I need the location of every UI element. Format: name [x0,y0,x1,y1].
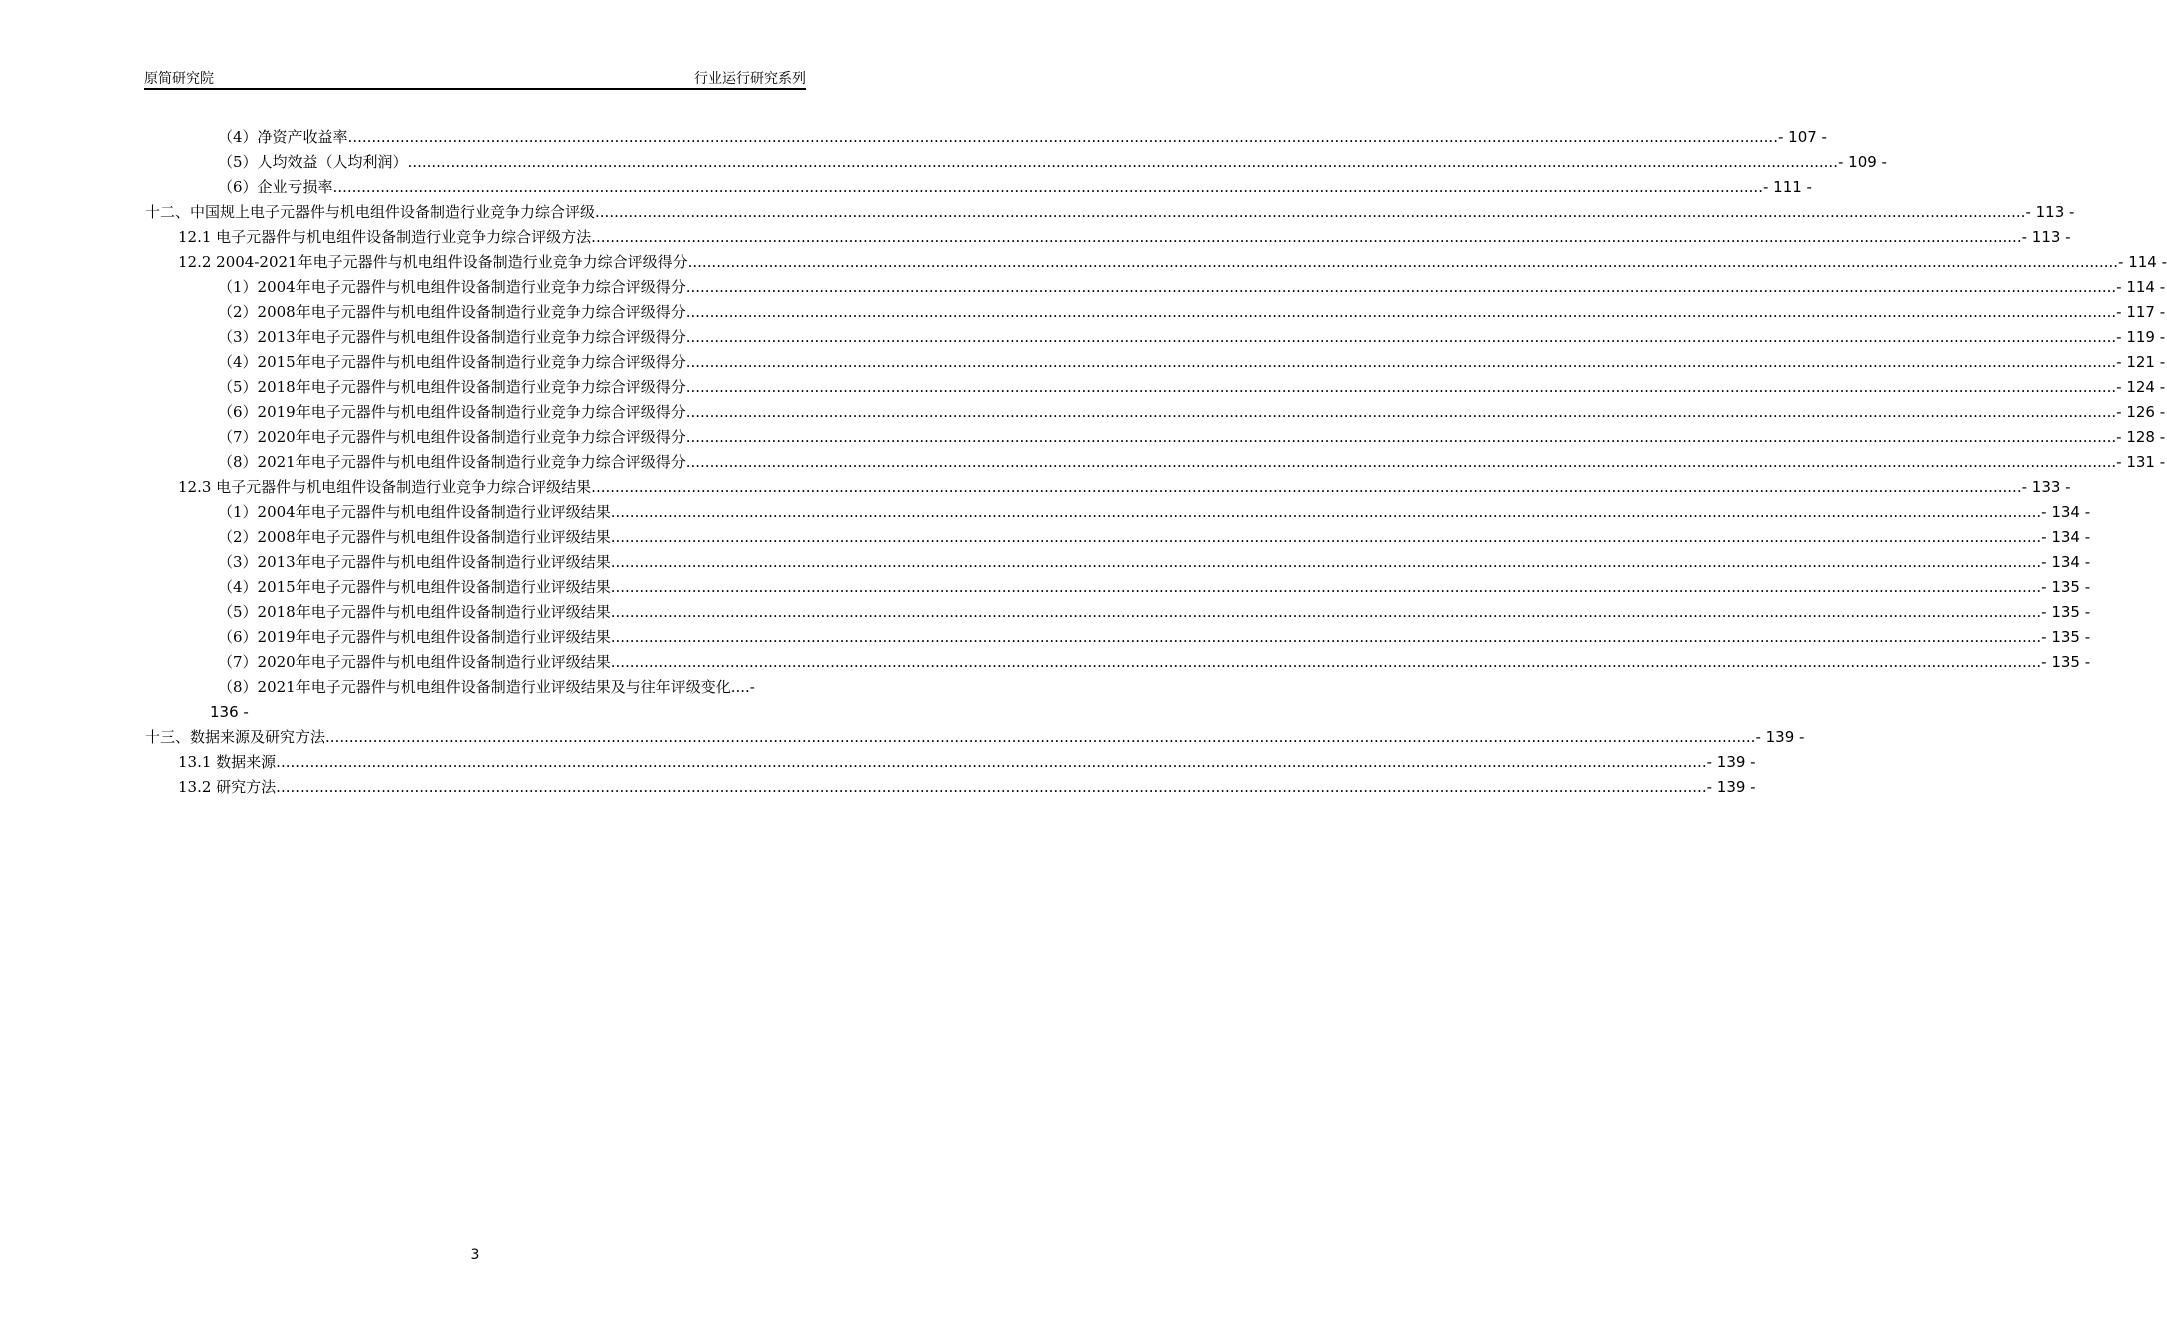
toc-entry-page: - 133 - [2021,478,2071,496]
dot-leader: ............................................................................................................................................................................................................................................................................................................ [610,578,2042,596]
toc-entry-title: （5）2018年电子元器件与机电组件设备制造行业评级结果 [218,603,611,621]
toc-entry[interactable] [145,250,2167,275]
toc-entry[interactable] [145,750,1756,775]
toc-entry-title: （2）2008年电子元器件与机电组件设备制造行业竞争力综合评级得分 [218,303,686,321]
toc-entry-title: （6）2019年电子元器件与机电组件设备制造行业竞争力综合评级得分 [218,403,686,421]
toc-entry[interactable] [145,775,1756,800]
toc-entry-title: （7）2020年电子元器件与机电组件设备制造行业评级结果 [218,653,611,671]
toc-entry-title: 13.2 研究方法 [178,778,277,796]
dot-leader: ............................................................................................................................................................................................................................................................................................................ [407,153,1838,171]
toc-entry[interactable] [145,350,2166,375]
toc-entry[interactable] [145,575,2091,600]
toc-entry-title: 十二、中国规上电子元器件与机电组件设备制造行业竞争力综合评级 [145,203,596,221]
dot-leader: ............................................................................................................................................................................................................................................................................................................ [685,428,2117,446]
toc-entry[interactable] [145,650,2091,675]
toc-entry-page: - 117 - [2116,303,2166,321]
dot-leader: ............................................................................................................................................................................................................................................................................................................ [610,528,2042,546]
toc-entry-title: （1）2004年电子元器件与机电组件设备制造行业评级结果 [218,503,611,521]
dot-leader: ............................................................................................................................................................................................................................................................................................................ [685,378,2117,396]
toc-entry[interactable] [145,275,2166,300]
toc-entry-page: - 128 - [2116,428,2166,446]
toc-entry-page: - 135 - [2041,653,2091,671]
toc-entry[interactable] [145,400,2166,425]
toc-entry[interactable] [145,325,2166,350]
toc-entry-title: （1）2004年电子元器件与机电组件设备制造行业竞争力综合评级得分 [218,278,686,296]
toc-entry[interactable] [145,625,2091,650]
toc-entry-title: （3）2013年电子元器件与机电组件设备制造行业竞争力综合评级得分 [218,328,686,346]
dot-leader: ............................................................................................................................................................................................................................................................................................................ [687,253,2119,271]
toc-entry[interactable] [145,675,806,725]
dot-leader: ............................................................................................................................................................................................................................................................................................................ [685,278,2117,296]
dot-leader: ............................................................................................................................................................................................................................................................................................................ [276,778,1707,796]
toc-entry-title: （7）2020年电子元器件与机电组件设备制造行业竞争力综合评级得分 [218,428,686,446]
toc-entry[interactable] [145,125,1827,150]
toc-entry-title: （5）2018年电子元器件与机电组件设备制造行业竞争力综合评级得分 [218,378,686,396]
toc-entry-page: - 134 - [2041,503,2091,521]
toc-entry[interactable] [145,200,2075,225]
dot-leader: ............................................................................................................................................................................................................................................................................................................ [276,753,1707,771]
toc-entry[interactable] [145,500,2091,525]
toc-entry[interactable] [145,425,2166,450]
toc-entry[interactable] [145,300,2166,325]
toc-entry[interactable] [145,450,2166,475]
toc-entry-page: - 121 - [2116,353,2166,371]
toc-entry-page: - 139 - [1755,728,1805,746]
toc-entry-title: （6）企业亏损率 [218,178,333,196]
toc-entry-page: 136 - [210,703,249,721]
dot-leader: ............................................................................................................................................................................................................................................................................................................ [610,553,2042,571]
toc-entry-page: - 124 - [2116,378,2166,396]
toc-entry-page: - 114 - [2116,278,2166,296]
dot-leader: ............................................................................................................................................................................................................................................................................................................ [610,503,2042,521]
toc-entry-page: - 111 - [1762,178,1812,196]
dot-leader: ............................................................................................................................................................................................................................................................................................................ [685,353,2117,371]
toc-entry[interactable] [145,150,1887,175]
toc-entry-page: - 131 - [2116,453,2166,471]
toc-entry-title: （5）人均效益（人均利润） [218,153,408,171]
toc-entry-title: （8）2021年电子元器件与机电组件设备制造行业评级结果及与往年评级变化....- [218,678,755,696]
toc-entry-title: （6）2019年电子元器件与机电组件设备制造行业评级结果 [218,628,611,646]
header-right: 行业运行研究系列 [694,71,806,87]
toc-entry-page: - 134 - [2041,528,2091,546]
toc-entry-title: （3）2013年电子元器件与机电组件设备制造行业评级结果 [218,553,611,571]
toc-entry-page: - 113 - [2021,228,2071,246]
toc-entry-page: - 135 - [2041,603,2091,621]
toc-entry-page: - 135 - [2041,628,2091,646]
dot-leader: ............................................................................................................................................................................................................................................................................................................ [610,653,2042,671]
page-header [144,66,806,90]
toc-entry-title: （4）净资产收益率 [218,128,348,146]
toc-entry[interactable] [145,175,1812,200]
toc-entry-title: （2）2008年电子元器件与机电组件设备制造行业评级结果 [218,528,611,546]
dot-leader: ............................................................................................................................................................................................................................................................................................................ [595,203,2026,221]
toc-entry-page: - 119 - [2116,328,2166,346]
toc-entry[interactable] [145,600,2091,625]
toc-entry-page: - 134 - [2041,553,2091,571]
dot-leader: ............................................................................................................................................................................................................................................................................................................ [685,303,2117,321]
toc-entry-title: 12.2 2004-2021年电子元器件与机电组件设备制造行业竞争力综合评级得分 [178,253,688,271]
dot-leader: ............................................................................................................................................................................................................................................................................................................ [610,603,2042,621]
toc-entry[interactable] [145,375,2166,400]
toc-entry-page: - 107 - [1777,128,1827,146]
toc-entry[interactable] [145,550,2091,575]
toc-entry-title: 13.1 数据来源 [178,753,277,771]
dot-leader: ............................................................................................................................................................................................................................................................................................................ [685,328,2117,346]
toc-entry-title: 十三、数据来源及研究方法 [145,728,326,746]
table-of-contents [145,125,2167,800]
dot-leader: ............................................................................................................................................................................................................................................................................................................ [347,128,1778,146]
toc-entry-page: - 113 - [2025,203,2075,221]
dot-leader: ............................................................................................................................................................................................................................................................................................................ [591,228,2022,246]
toc-entry-page: - 139 - [1706,778,1756,796]
toc-entry-page: - 109 - [1837,153,1887,171]
page-number: 3 [470,1247,480,1263]
toc-entry-page: - 126 - [2116,403,2166,421]
toc-entry[interactable] [145,525,2091,550]
toc-entry-title: （4）2015年电子元器件与机电组件设备制造行业竞争力综合评级得分 [218,353,686,371]
dot-leader: ............................................................................................................................................................................................................................................................................................................ [610,628,2042,646]
toc-entry-title: （4）2015年电子元器件与机电组件设备制造行业评级结果 [218,578,611,596]
toc-entry-title: （8）2021年电子元器件与机电组件设备制造行业竞争力综合评级得分 [218,453,686,471]
dot-leader: ............................................................................................................................................................................................................................................................................................................ [591,478,2022,496]
toc-entry[interactable] [145,725,1805,750]
toc-entry-page: - 139 - [1706,753,1756,771]
toc-entry[interactable] [145,475,2071,500]
dot-leader: ............................................................................................................................................................................................................................................................................................................ [685,403,2117,421]
dot-leader: ............................................................................................................................................................................................................................................................................................................ [325,728,1756,746]
dot-leader: ............................................................................................................................................................................................................................................................................................................ [685,453,2117,471]
dot-leader: ............................................................................................................................................................................................................................................................................................................ [332,178,1763,196]
toc-entry-title: 12.1 电子元器件与机电组件设备制造行业竞争力综合评级方法 [178,228,592,246]
toc-entry-page: - 135 - [2041,578,2091,596]
toc-entry-title: 12.3 电子元器件与机电组件设备制造行业竞争力综合评级结果 [178,478,592,496]
toc-entry-page: - 114 - [2118,253,2167,271]
toc-entry[interactable] [145,225,2071,250]
header-left: 原简研究院 [144,71,214,87]
